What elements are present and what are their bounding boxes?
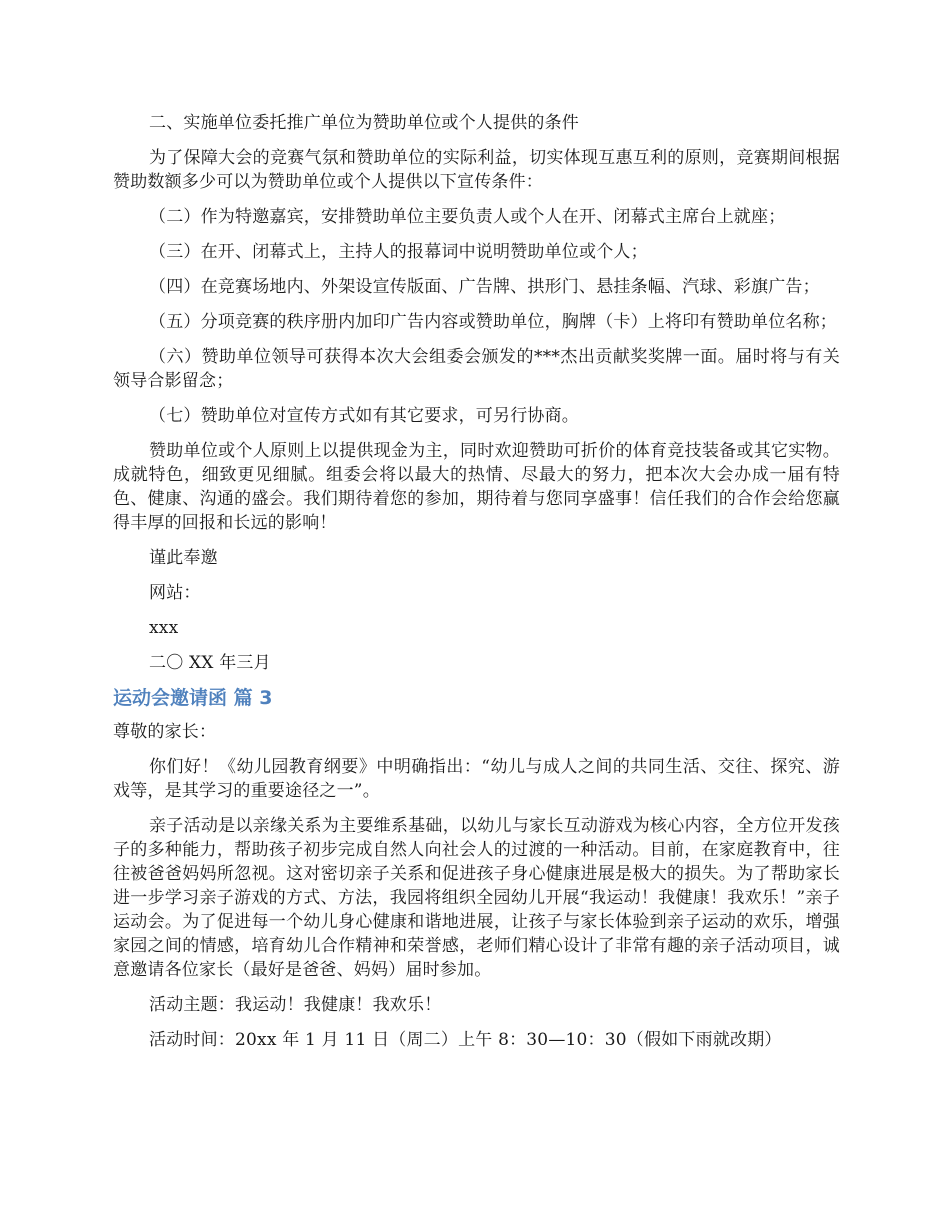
document-page xyxy=(113,0,840,1052)
activity-description: 亲子活动是以亲缘关系为主要维系基础，以幼儿与家长互动游戏为核心内容，全方位开发孩子的多种能力，帮助孩子初步完成自然人向社会人的过渡的一种活动。目前，在家庭教育中，往往被爸爸妈妈所忽视。这对密切亲子关系和促进孩子身心健康进展是极大的损失。为了帮助家长进一步学习亲子游戏的方式、方法，我园将组织全园幼儿开展“我运动！我健康！我欢乐！”亲子运动会。为了促进每一个幼儿身心健康和谐地进展，让孩子与家长体验到亲子运动的欢乐，增强家园之间的情感，培育幼儿合作精神和荣誉感，老师们精心设计了非常有趣的亲子活动项目，诚意邀请各位家长（最好是爸爸、妈妈）届时参加。 xyxy=(113,816,840,980)
condition-item: （三）在开、闭幕式上，主持人的报幕词中说明赞助单位或个人； xyxy=(149,242,648,262)
website-value: xxx xyxy=(149,618,179,638)
condition-item: （四）在竞赛场地内、外架设宣传版面、广告牌、拱形门、悬挂条幅、汽球、彩旗广告； xyxy=(149,277,820,297)
section-intro: 为了保障大会的竞赛气氛和赞助单位的实际利益，切实体现互惠互利的原则，竞赛期间根据赞助数额多少可以为赞助单位或个人提供以下宣传条件： xyxy=(113,148,840,192)
condition-item: （六）赞助单位领导可获得本次大会组委会颁发的***杰出贡献奖奖牌一面。届时将与有关领导合影留念； xyxy=(113,347,840,391)
condition-item: （五）分项竞赛的秩序册内加印广告内容或赞助单位，胸牌（卡）上将印有赞助单位名称； xyxy=(149,312,837,332)
section-title: 二、实施单位委托推广单位为赞助单位或个人提供的条件 xyxy=(149,113,579,133)
greeting-paragraph: 你们好！《幼儿园教育纲要》中明确指出：“幼儿与成人之间的共同生活、交往、探究、游戏等，是其学习的重要途径之一”。 xyxy=(113,757,840,801)
letter-date: 二〇 XX 年三月 xyxy=(149,653,271,673)
salutation: 尊敬的家长： xyxy=(113,722,217,742)
article-heading: 运动会邀请函 篇 3 xyxy=(113,687,273,709)
closing-paragraph: 赞助单位或个人原则上以提供现金为主，同时欢迎赞助可折价的体育竞技装备或其它实物。成就特色，细致更见细腻。组委会将以最大的热情、尽最大的努力，把本次大会办成一届有特色、健康、沟通的盛会。我们期待着您的参加，期待着与您同享盛事！信任我们的合作会给您赢得丰厚的回报和长远的影响！ xyxy=(113,441,840,533)
activity-time: 活动时间：20xx 年 1 月 11 日（周二）上午 8：30—10：30（假如下雨就改期） xyxy=(149,1030,782,1050)
sign-off: 谨此奉邀 xyxy=(149,548,218,568)
condition-item: （七）赞助单位对宣传方式如有其它要求，可另行协商。 xyxy=(149,406,579,426)
condition-item: （二）作为特邀嘉宾，安排赞助单位主要负责人或个人在开、闭幕式主席台上就座； xyxy=(149,207,786,227)
activity-theme: 活动主题：我运动！我健康！我欢乐！ xyxy=(149,995,442,1015)
website-label: 网站： xyxy=(149,583,201,603)
